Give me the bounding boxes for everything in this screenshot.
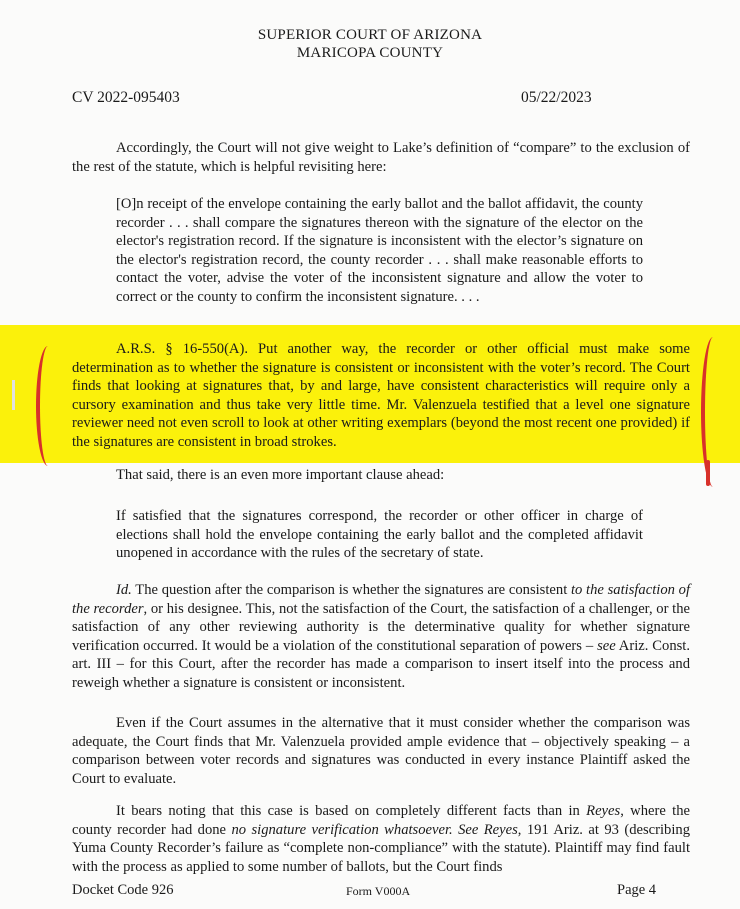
case-date: 05/22/2023	[521, 89, 592, 106]
red-bracket-right-tail	[706, 460, 710, 486]
county-name: MARICOPA COUNTY	[296, 45, 444, 61]
block-quote-statute: [O]n receipt of the envelope containing the early ballot and the ballot affidavit, the county recorder . . . shall compare the signatures thereon with the signature of the elector on the elector's registration record. If the signature is inconsistent with the elector’s signature on the elector's registration record, the county recorder . . . shall make reasonable efforts to contact the voter, advise the voter of the inconsistent signature and allow the voter to correct or the county to confirm the inconsistent signature. . . .	[116, 196, 643, 305]
case-number: CV 2022-095403	[72, 89, 180, 106]
form-code: Form V000A	[346, 884, 411, 898]
docket-code: Docket Code 926	[72, 882, 174, 898]
paragraph-accordingly: Accordingly, the Court will not give weight to Lake’s definition of “compare” to the exclusion of the rest of the statute, which is helpful revisiting here:	[72, 140, 690, 175]
paragraph-clause: That said, there is an even more important clause ahead:	[116, 467, 445, 483]
court-name: SUPERIOR COURT OF ARIZONA	[257, 27, 483, 43]
red-bracket-left	[36, 346, 56, 466]
paragraph-determination: Id. The question after the comparison is whether the signatures are consistent to the satisfaction of the recorder, or his designee. This, not the satisfaction of the Court, the satisfaction of a challenger, or the satisfaction of any other reviewing authority is the determinative quality for whether signature verification occurred. It would be a violation of the constitutional separation of powers – see Ariz. Const. art. III – for this Court, after the recorder has made a comparison to insert itself into the process and reweigh whether a signature is consistent or inconsistent.	[72, 582, 690, 691]
paragraph-alternative: Even if the Court assumes in the alternative that it must consider whether the comparison was adequate, the Court finds that Mr. Valenzuela provided ample evidence that – objectively speaking – a comparison between voter records and signatures was conducted in every instance Plaintiff asked the Court to evaluate.	[72, 715, 690, 787]
page-number: Page 4	[617, 882, 657, 898]
margin-mark	[12, 380, 15, 410]
paragraph-reyes: It bears noting that this case is based on completely different facts than in Reyes, where the county recorder had done no signature verification whatsoever. See Reyes, 191 Ariz. at 93 (describing Yuma County Recorder’s failure as “complete non-compliance” with the statute). Plaintiff may find fault with the process as applied to some number of ballots, but the Court finds	[72, 803, 690, 875]
court-header	[0, 26, 740, 62]
paragraph-highlighted: A.R.S. § 16-550(A). Put another way, the recorder or other official must make some determination as to whether the signature is consistent or inconsistent with the voter’s record. The Court finds that looking at signatures that, by and large, have consistent characteristics will require only a cursory examination and thus take very little time. Mr. Valenzuela testified that a level one signature reviewer need not even scroll to look at other writing exemplars (beyond the most recent one provided) if the signatures are consistent in broad strokes.	[72, 341, 690, 450]
block-quote-clause: If satisfied that the signatures correspond, the recorder or other officer in charge of elections shall hold the envelope containing the early ballot and the completed affidavit unopened in accordance with the rules of the secretary of state.	[116, 508, 643, 562]
red-bracket-right	[701, 337, 721, 487]
